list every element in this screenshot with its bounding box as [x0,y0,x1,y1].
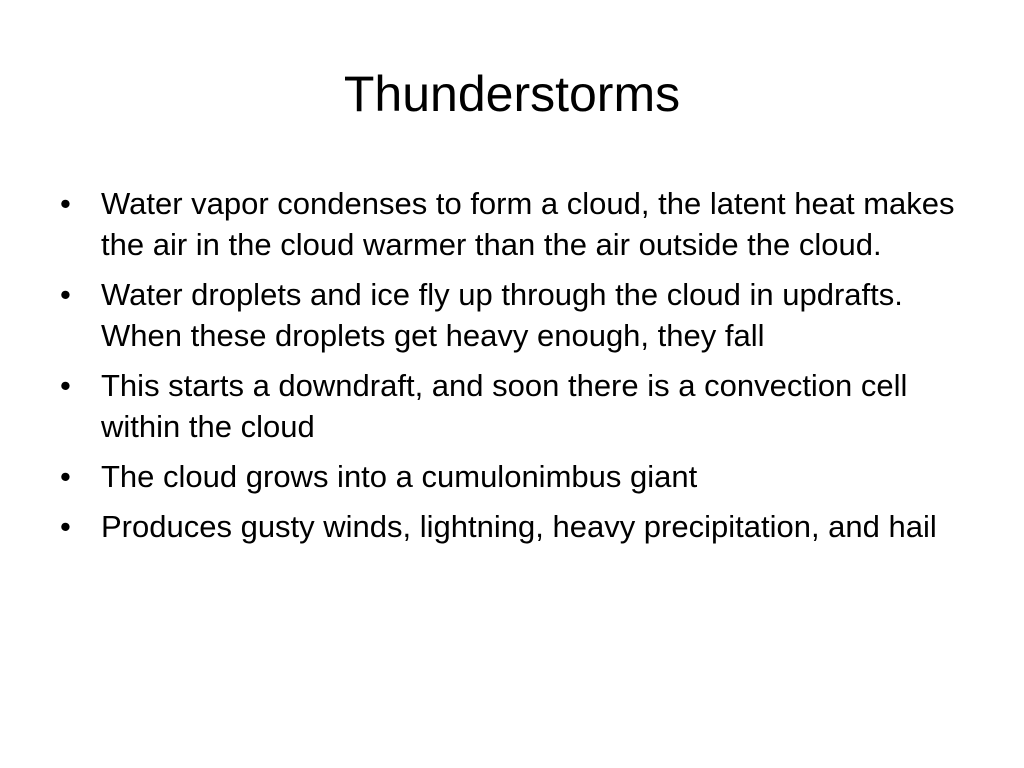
bullet-list [58,183,978,556]
bullet-text: The cloud grows into a cumulonimbus giant [101,459,698,494]
bullet-item [58,506,978,547]
bullet-item [58,365,978,447]
bullet-text: Produces gusty winds, lightning, heavy precipitation, and hail [101,509,937,544]
bullet-marker: • [60,186,71,221]
bullet-item [58,274,978,356]
bullet-marker: • [60,459,71,494]
bullet-marker: • [60,277,71,312]
bullet-item [58,456,978,497]
slide-title: Thunderstorms [343,66,681,122]
bullet-item [58,183,978,265]
bullet-text: Water vapor condenses to form a cloud, the latent heat makes the air in the cloud warmer than the air outside the cloud. [101,186,955,262]
bullet-text: Water droplets and ice fly up through the cloud in updrafts. When these droplets get heavy enough, they fall [101,277,903,353]
bullet-marker: • [60,368,71,403]
bullet-marker: • [60,509,71,544]
bullet-text: This starts a downdraft, and soon there is a convection cell within the cloud [101,368,908,444]
